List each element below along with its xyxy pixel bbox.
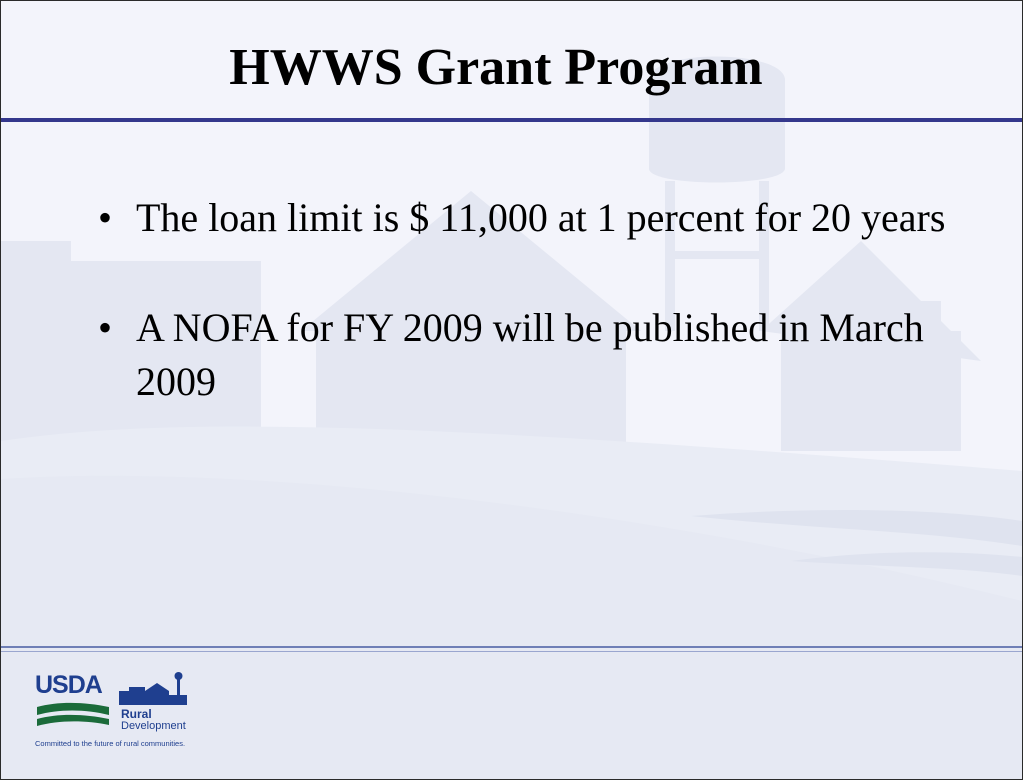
rural-development-wordmark: Rural Development bbox=[121, 707, 186, 732]
bullet-list bbox=[96, 191, 956, 465]
usda-wordmark: USDA bbox=[35, 671, 102, 699]
bullet-marker: • bbox=[98, 195, 113, 240]
slide-title: HWWS Grant Program bbox=[229, 39, 763, 96]
bullet-text: The loan limit is $ 11,000 at 1 percent for 20 years bbox=[136, 195, 946, 240]
footer-divider bbox=[1, 646, 1022, 652]
logo-tagline: Committed to the future of rural communities. bbox=[35, 739, 186, 748]
bullet-marker: • bbox=[98, 305, 113, 350]
bullet-item bbox=[96, 301, 956, 409]
title-divider bbox=[1, 118, 1022, 122]
town-skyline-icon bbox=[119, 672, 187, 705]
bullet-text: A NOFA for FY 2009 will be published in March 2009 bbox=[136, 305, 924, 404]
bullet-item bbox=[96, 191, 956, 245]
